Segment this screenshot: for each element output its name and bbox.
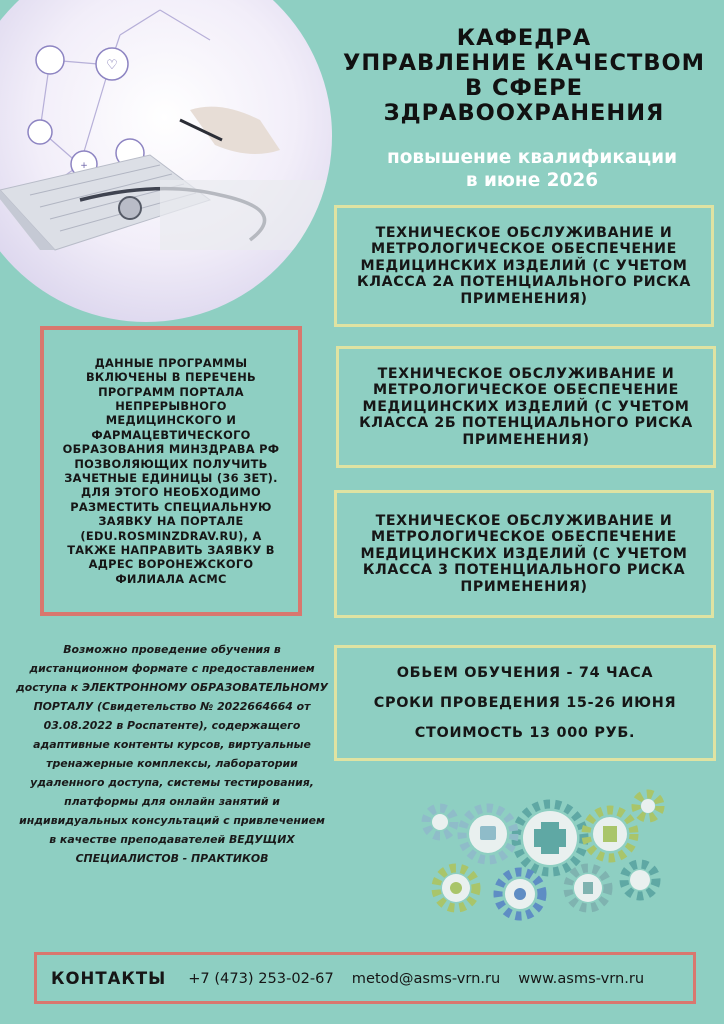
page-title (332, 26, 716, 126)
title-line: ЗДРАВООХРАНЕНИЯ (383, 100, 665, 126)
gears-medical-icon (400, 776, 680, 926)
training-dates: СРОКИ ПРОВЕДЕНИЯ 15-26 ИЮНЯ (373, 695, 677, 711)
program-text: ТЕХНИЧЕСКОЕ ОБСЛУЖИВАНИЕ И МЕТРОЛОГИЧЕСКОЕ ОБЕСПЕЧЕНИЕ МЕДИЦИНСКИХ ИЗДЕЛИЙ (С УЧЕТОМ КЛАССА 3 ПОТЕНЦИАЛЬНОГО РИСКА ПРИМЕНЕНИЯ) (360, 512, 688, 595)
portal-notice-box (40, 326, 302, 616)
contact-email[interactable]: metod@asms-vrn.ru (351, 969, 501, 987)
training-volume: ОБЬЕМ ОБУЧЕНИЯ - 74 ЧАСА (396, 665, 654, 681)
program-text: ТЕХНИЧЕСКОЕ ОБСЛУЖИВАНИЕ И МЕТРОЛОГИЧЕСКОЕ ОБЕСПЕЧЕНИЕ МЕДИЦИНСКИХ ИЗДЕЛИЙ (С УЧЕТОМ КЛАССА 2А ПОТЕНЦИАЛЬНОГО РИСКА ПРИМЕНЕНИЯ) (357, 224, 691, 307)
contacts-label: КОНТАКТЫ (51, 968, 167, 988)
contacts-bar (34, 952, 696, 1004)
program-text: ТЕХНИЧЕСКОЕ ОБСЛУЖИВАНИЕ И МЕТРОЛОГИЧЕСКОЕ ОБЕСПЕЧЕНИЕ МЕДИЦИНСКИХ ИЗДЕЛИЙ (С УЧЕТОМ КЛАССА 2Б ПОТЕНЦИАЛЬНОГО РИСКА ПРИМЕНЕНИЯ) (359, 365, 693, 448)
subtitle-line: в июне 2026 (465, 170, 599, 191)
title-line: КАФЕДРА (456, 25, 592, 51)
training-details-box (334, 645, 716, 761)
title-line: УПРАВЛЕНИЕ КАЧЕСТВОМ (342, 50, 706, 76)
contact-website[interactable]: www.asms-vrn.ru (518, 969, 645, 987)
title-line: В СФЕРЕ (464, 75, 584, 101)
medical-hero-illustration (0, 0, 332, 322)
program-box-class-2a (334, 205, 714, 327)
page-subtitle (340, 146, 724, 192)
portal-notice-text: ДАННЫЕ ПРОГРАММЫ ВКЛЮЧЕНЫ В ПЕРЕЧЕНЬ ПРОГРАММ ПОРТАЛА НЕПРЕРЫВНОГО МЕДИЦИНСКОГО И ФАРМАЦЕВТИЧЕСКОГО ОБРАЗОВАНИЯ МИНЗДРАВА РФ ПОЗВОЛЯЮЩИХ ПОЛУЧИТЬ ЗАЧЕТНЫЕ ЕДИНИЦЫ (36 ЗЕТ). ДЛЯ ЭТОГО НЕОБХОДИМО РАЗМЕСТИТЬ СПЕЦИАЛЬНУЮ ЗАЯВКУ НА ПОРТАЛЕ (EDU.ROSMINZDRAV.RU), А ТАКЖЕ НАПРАВИТЬ ЗАЯВКУ В АДРЕС ВОРОНЕЖСКОГО ФИЛИАЛА АСМС (62, 355, 280, 586)
contact-phone[interactable]: +7 (473) 253-02-67 (188, 969, 334, 987)
gears-medical-illustration (400, 776, 680, 926)
svg-text:+: + (80, 161, 88, 171)
medical-hero-icon (0, 0, 332, 322)
svg-text:♡: ♡ (106, 58, 118, 73)
program-box-class-3 (334, 490, 714, 618)
distance-learning-info: Возможно проведение обучения в дистанционном формате с предоставлением доступа к ЭЛЕКТРОННОМУ ОБРАЗОВАТЕЛЬНОМУ ПОРТАЛУ (Свидетельство № 2022664664 от 03.08.2022 в Роспатенте), содержащего адаптивные контенты курсов, виртуальные тренажерные комплексы, лаборатории удаленного доступа, системы тестирования, платформы для онлайн занятий и индивидуальных консультаций с привлечением в качестве преподавателей ВЕДУЩИХ СПЕЦИАЛИСТОВ - ПРАКТИКОВ (15, 643, 329, 865)
subtitle-line: повышение квалификации (386, 147, 678, 168)
program-box-class-2b (336, 346, 716, 468)
training-price: СТОИМОСТЬ 13 000 РУБ. (414, 725, 636, 741)
